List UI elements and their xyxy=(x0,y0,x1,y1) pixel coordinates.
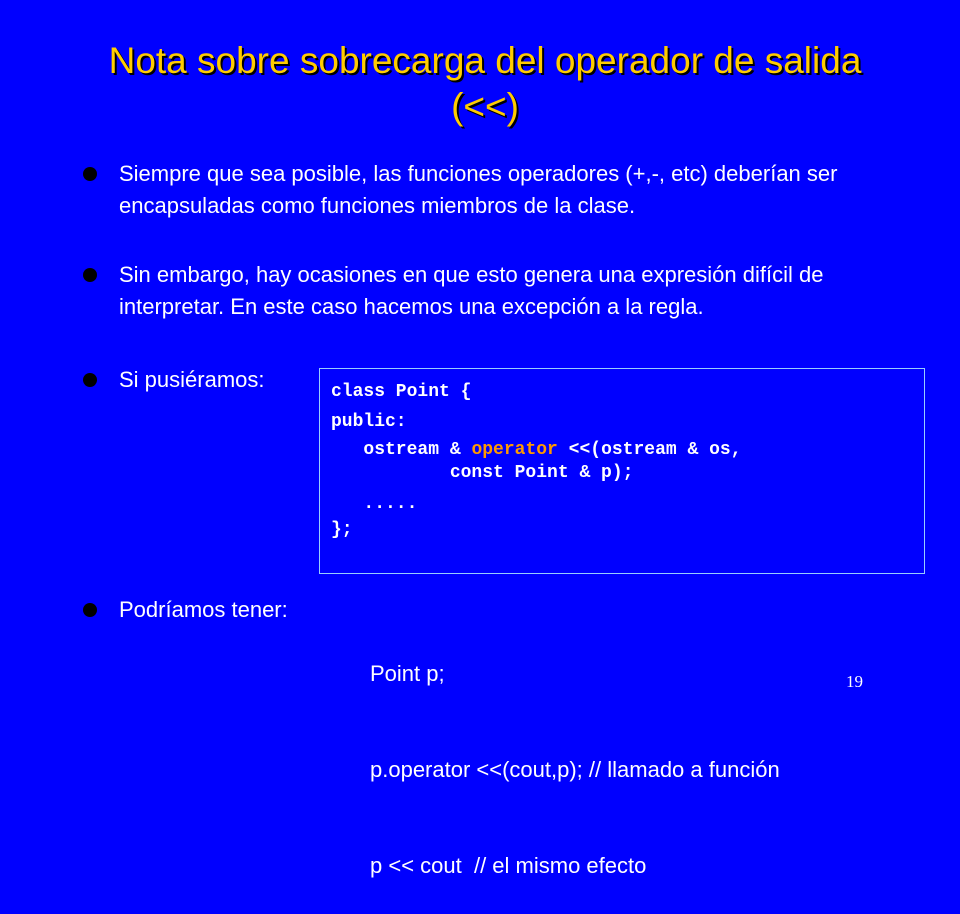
code-line-6: }; xyxy=(331,520,353,540)
bullet-item-2 xyxy=(119,259,879,323)
code-line-5: ..... xyxy=(331,494,418,514)
bullet-dot-icon xyxy=(83,167,97,181)
code-line-2: public: xyxy=(331,412,407,432)
code-keyword-operator: operator xyxy=(471,440,558,460)
bullet-dot-icon xyxy=(83,373,97,387)
title-line-1: Nota sobre sobrecarga del operador de salida xyxy=(108,40,862,81)
bullet-item-4 xyxy=(119,594,379,626)
bullet-item-1 xyxy=(119,158,859,222)
bullet-text-3: Si pusiéramos: xyxy=(119,367,265,392)
code-line-3 xyxy=(331,439,742,461)
usage-line-1: Point p; xyxy=(370,661,445,686)
usage-line-3: p << cout // el mismo efecto xyxy=(370,853,647,878)
code-line-4: const Point & p); xyxy=(331,463,634,483)
bullet-text-4: Podríamos tener: xyxy=(119,597,288,622)
bullet-text-2: Sin embargo, hay ocasiones en que esto genera una expresión difícil de interpretar. En este caso hacemos una excepción a la regla. xyxy=(119,262,824,319)
slide-title xyxy=(40,38,930,130)
bullet-item-3 xyxy=(119,364,319,396)
bullet-dot-icon xyxy=(83,268,97,282)
usage-example xyxy=(370,594,780,914)
bullet-dot-icon xyxy=(83,603,97,617)
bullet-text-1: Siempre que sea posible, las funciones operadores (+,-, etc) deberían ser encapsuladas como funciones miembros de la clase. xyxy=(119,161,838,218)
usage-line-2: p.operator <<(cout,p); // llamado a función xyxy=(370,757,780,782)
code-box xyxy=(319,368,925,574)
code-line-1: class Point { xyxy=(331,382,472,402)
page-number: 19 xyxy=(846,672,863,691)
title-line-2: (<<) xyxy=(451,86,519,127)
code-line-3-suffix: <<(ostream & os, xyxy=(557,440,742,460)
code-line-3-prefix: ostream & xyxy=(331,440,472,460)
